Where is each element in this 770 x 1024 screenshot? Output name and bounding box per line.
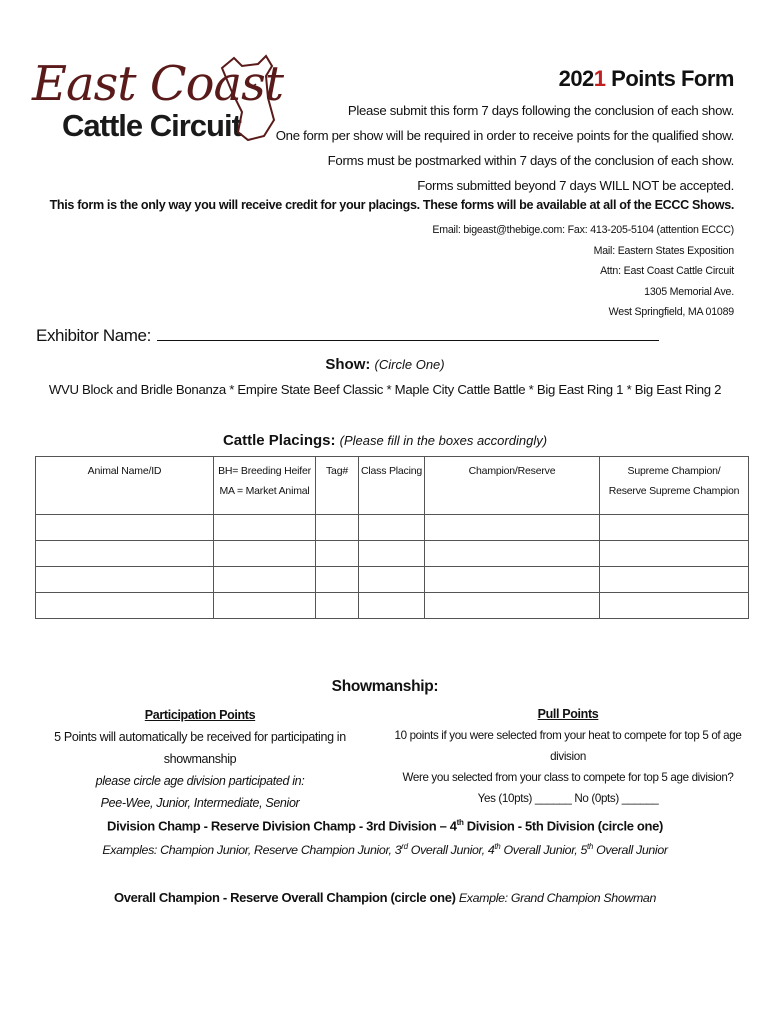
showmanship-heading: Showmanship: bbox=[331, 678, 439, 695]
age-division-instruction: please circle age division participated in: bbox=[95, 774, 305, 788]
col-champion-reserve: Champion/Reserve bbox=[425, 457, 600, 515]
exhibitor-name-row bbox=[36, 326, 659, 346]
col-tag: Tag# bbox=[316, 457, 359, 515]
cattle-placings-heading bbox=[0, 432, 770, 449]
table-cell[interactable] bbox=[214, 593, 316, 619]
placings-label: Cattle Placings: bbox=[222, 432, 336, 449]
cattle-placings-table bbox=[35, 456, 749, 619]
table-cell[interactable] bbox=[600, 593, 749, 619]
table-cell[interactable] bbox=[36, 515, 214, 541]
credit-notice: This form is the only way you will receive credit for your placings. These forms will be available at all of the ECCC Shows. bbox=[49, 198, 734, 212]
show-hint: (Circle One) bbox=[374, 357, 445, 372]
participation-points-section bbox=[36, 704, 364, 814]
title-text: Points Form bbox=[605, 66, 734, 91]
col-animal-name: Animal Name/ID bbox=[36, 457, 214, 515]
placings-hint: (Please fill in the boxes accordingly) bbox=[339, 433, 548, 448]
table-cell[interactable] bbox=[425, 541, 600, 567]
exhibitor-name-field[interactable] bbox=[157, 326, 659, 341]
table-row bbox=[36, 541, 749, 567]
instruction-line: One form per show will be required in order to receive points for the qualified show. bbox=[275, 128, 734, 143]
show-heading bbox=[0, 356, 770, 373]
pull-points-question: Were you selected from your class to compete for top 5 age division? bbox=[402, 771, 734, 784]
age-division-options[interactable]: Pee-Wee, Junior, Intermediate, Senior bbox=[100, 796, 300, 810]
table-header-row bbox=[36, 457, 749, 515]
division-placing-options[interactable]: Division Champ - Reserve Division Champ - 3rd Division – 4th Division - 5th Division (circle one) bbox=[107, 818, 663, 834]
table-cell[interactable] bbox=[316, 567, 359, 593]
title-year-part-b: 1 bbox=[593, 66, 606, 91]
overall-champion-text[interactable]: Overall Champion - Reserve Overall Champion (circle one) bbox=[113, 890, 456, 905]
table-cell[interactable] bbox=[359, 515, 425, 541]
table-cell[interactable] bbox=[316, 515, 359, 541]
table-cell[interactable] bbox=[425, 593, 600, 619]
table-row bbox=[36, 593, 749, 619]
table-cell[interactable] bbox=[359, 593, 425, 619]
contact-city: West Springfield, MA 01089 bbox=[608, 306, 734, 318]
title-year-part-a: 202 bbox=[558, 66, 594, 91]
table-row bbox=[36, 515, 749, 541]
division-examples: Examples: Champion Junior, Reserve Champion Junior, 3rd Overall Junior, 4th Overall Junior, 5th Overall Junior bbox=[102, 842, 668, 858]
overall-champion-example: Example: Grand Champion Showman bbox=[458, 891, 657, 905]
table-cell[interactable] bbox=[600, 567, 749, 593]
instruction-line: Forms submitted beyond 7 days WILL NOT be accepted. bbox=[417, 178, 734, 193]
table-cell[interactable] bbox=[316, 541, 359, 567]
instruction-line: Please submit this form 7 days following the conclusion of each show. bbox=[347, 103, 734, 118]
table-cell[interactable] bbox=[214, 567, 316, 593]
pull-points-section bbox=[392, 704, 744, 809]
show-options[interactable]: WVU Block and Bridle Bonanza * Empire State Beef Classic * Maple City Cattle Battle * Big East Ring 1 * Big East Ring 2 bbox=[48, 382, 722, 397]
table-cell[interactable] bbox=[600, 541, 749, 567]
participation-points-text: 5 Points will automatically be received for participating in showmanship bbox=[54, 730, 346, 766]
overall-champion-options[interactable] bbox=[0, 890, 770, 905]
instruction-line: Forms must be postmarked within 7 days of the conclusion of each show. bbox=[327, 153, 734, 168]
exhibitor-name-label: Exhibitor Name: bbox=[36, 326, 151, 345]
contact-email-fax: Email: bigeast@thebige.com: Fax: 413-205-5104 (attention ECCC) bbox=[432, 224, 734, 236]
pull-points-answer[interactable]: Yes (10pts) ______ No (0pts) ______ bbox=[477, 792, 659, 805]
table-cell[interactable] bbox=[214, 541, 316, 567]
page-title bbox=[559, 66, 734, 92]
col-supreme-champion: Supreme Champion/ Reserve Supreme Champion bbox=[600, 457, 749, 515]
table-cell[interactable] bbox=[425, 567, 600, 593]
contact-mail: Mail: Eastern States Exposition bbox=[593, 244, 734, 257]
table-cell[interactable] bbox=[214, 515, 316, 541]
table-cell[interactable] bbox=[36, 567, 214, 593]
table-cell[interactable] bbox=[359, 567, 425, 593]
table-cell[interactable] bbox=[425, 515, 600, 541]
pull-points-heading: Pull Points bbox=[537, 707, 599, 721]
table-cell[interactable] bbox=[36, 593, 214, 619]
table-cell[interactable] bbox=[36, 541, 214, 567]
table-cell[interactable] bbox=[600, 515, 749, 541]
table-row bbox=[36, 567, 749, 593]
participation-points-heading: Participation Points bbox=[144, 708, 256, 722]
col-class-placing: Class Placing bbox=[359, 457, 425, 515]
submission-instructions bbox=[276, 98, 734, 198]
show-label: Show: bbox=[325, 356, 371, 373]
contact-attn: Attn: East Coast Cattle Circuit bbox=[600, 265, 734, 277]
contact-street: 1305 Memorial Ave. bbox=[644, 285, 734, 298]
col-breeding-market: BH= Breeding Heifer MA = Market Animal bbox=[214, 457, 316, 515]
pull-points-text: 10 points if you were selected from your heat to compete for top 5 of age division bbox=[394, 729, 742, 763]
eccc-logo bbox=[32, 52, 282, 162]
table-cell[interactable] bbox=[359, 541, 425, 567]
logo-block-text: Cattle Circuit bbox=[62, 108, 241, 143]
logo-script-text: East Coast bbox=[32, 56, 283, 112]
contact-info bbox=[432, 220, 734, 323]
table-cell[interactable] bbox=[316, 593, 359, 619]
cow-head-icon bbox=[212, 54, 282, 144]
